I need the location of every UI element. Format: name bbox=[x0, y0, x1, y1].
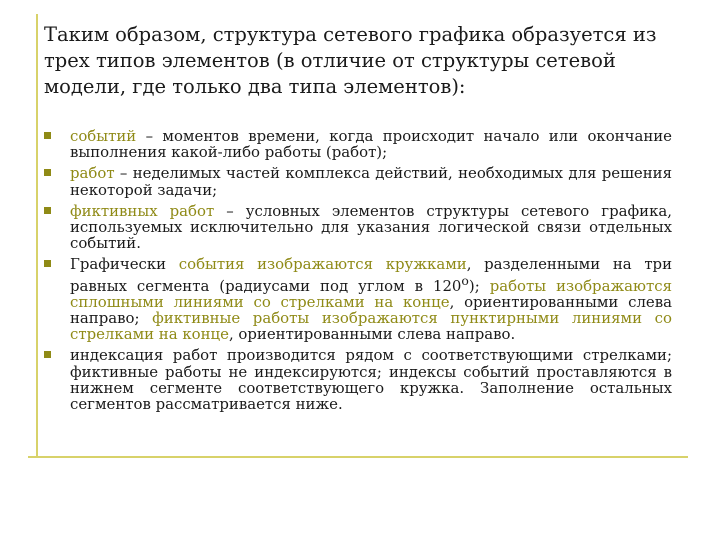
square-bullet-icon bbox=[44, 169, 51, 176]
highlight-dummy-works: фиктивные работы изображаются пунктирными линиями со стрелками на конце bbox=[70, 309, 672, 344]
horizontal-rule bbox=[28, 456, 688, 458]
item-text: индексация работ производится рядом с соответствующими стрелками; фиктивные работы не индексируются; индексы событий проставляются в нижнем сегменте соответствующего кружка. Заполнение остальных сегментов рассматривается ниже. bbox=[70, 346, 672, 414]
item-text: , разделенными на три равных сегмента (радиусами под углом в 120 bbox=[70, 255, 673, 295]
item-text: – неделимых частей комплекса действий, необходимых для решения некоторой задачи; bbox=[70, 164, 672, 199]
slide-title: Таким образом, структура сетевого графика образуется из трех типов элементов (в отличие от структуры сетевой модели, где только два типа элементов): bbox=[44, 23, 657, 98]
item-text: , ориентированными слева направо; bbox=[70, 292, 672, 327]
square-bullet-icon bbox=[44, 207, 51, 214]
square-bullet-icon bbox=[44, 260, 51, 267]
highlight-events: события изображаются кружками bbox=[178, 255, 467, 274]
degree-sign: o bbox=[461, 272, 469, 288]
list-item bbox=[44, 128, 672, 160]
bullet-list bbox=[44, 128, 672, 417]
term-dummy-works: фиктивных работ bbox=[70, 201, 215, 220]
list-item bbox=[44, 203, 672, 252]
list-item bbox=[44, 347, 672, 412]
item-text: ); bbox=[468, 276, 490, 295]
list-item bbox=[44, 165, 672, 197]
square-bullet-icon bbox=[44, 351, 51, 358]
item-text: – условных элементов структуры сетевого графика, используемых исключительно для указания логической связи отдельных событий. bbox=[70, 201, 673, 253]
item-text: , ориентированными слева направо. bbox=[228, 325, 516, 344]
highlight-works: работы изображаются сплошными линиями со стрелками на конце bbox=[70, 276, 672, 311]
item-text: – моментов времени, когда происходит начало или окончание выполнения какой-либо работы (работ); bbox=[70, 127, 672, 162]
term-events: событий bbox=[70, 127, 137, 145]
vertical-rule bbox=[36, 14, 38, 458]
term-works: работ bbox=[70, 164, 115, 183]
square-bullet-icon bbox=[44, 132, 51, 139]
item-text: Графически bbox=[70, 255, 179, 274]
list-item bbox=[44, 256, 672, 342]
